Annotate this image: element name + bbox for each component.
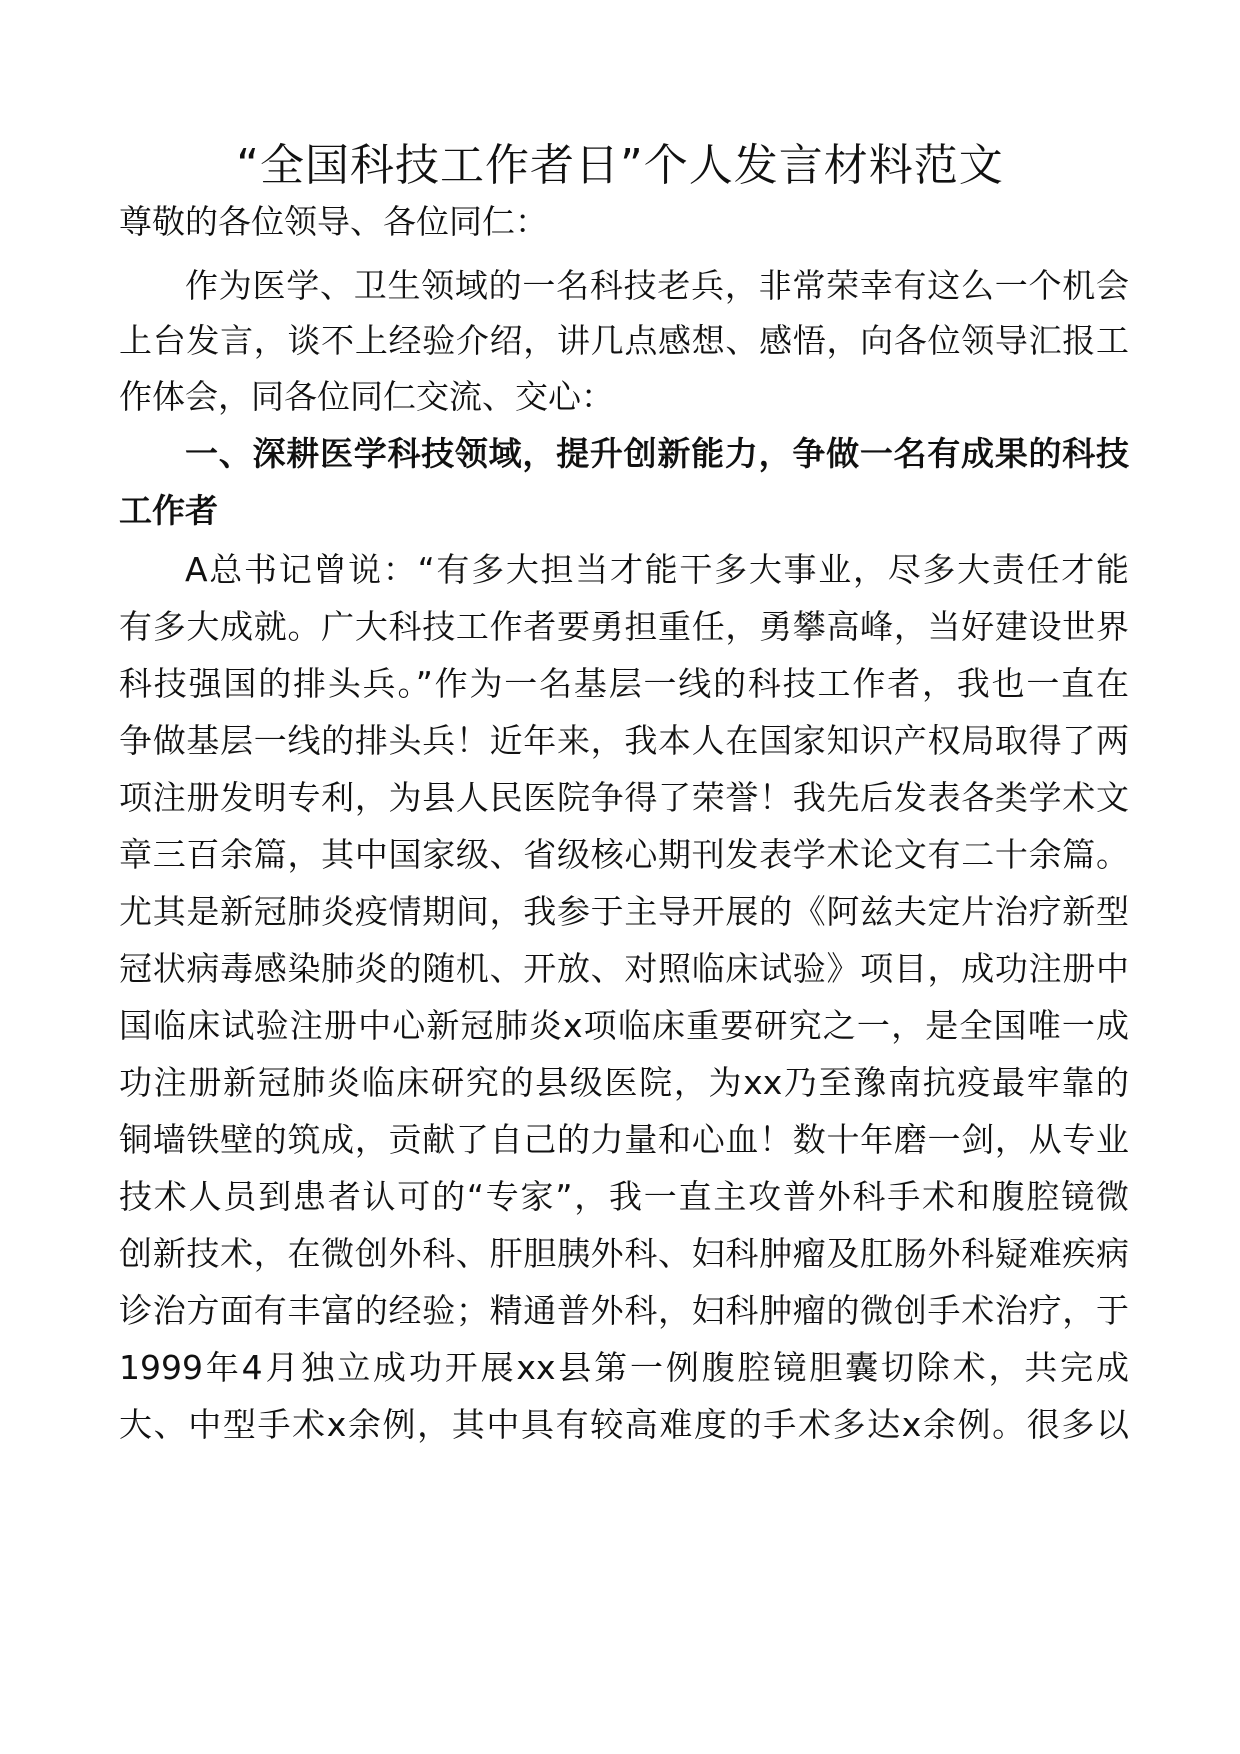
body-line: 国临床试验注册中心新冠肺炎x项临床重要研究之一，是全国唯一成 (119, 1006, 1129, 1045)
section-heading-line: 工作者 (119, 491, 218, 530)
body-line: 创新技术，在微创外科、肝胆胰外科、妇科肿瘤及肛肠外科疑难疾病 (119, 1234, 1129, 1273)
body-line: 冠状病毒感染肺炎的随机、开放、对照临床试验》项目，成功注册中 (119, 949, 1129, 988)
body-line: 科技强国的排头兵。”作为一名基层一线的科技工作者，我也一直在 (119, 664, 1129, 703)
body-line: 作体会，同各位同仁交流、交心： (119, 377, 614, 416)
body-line: 章三百余篇，其中国家级、省级核心期刊发表学术论文有二十余篇。 (119, 835, 1129, 874)
document-title: “全国科技工作者日”个人发言材料范文 (236, 140, 1004, 191)
body-line: 作为医学、卫生领域的一名科技老兵，非常荣幸有这么一个机会 (185, 266, 1129, 305)
body-line: 铜墙铁壁的筑成，贡献了自己的力量和心血！数十年磨一剑，从专业 (119, 1120, 1129, 1159)
body-line: 有多大成就。广大科技工作者要勇担重任，勇攀高峰，当好建设世界 (119, 607, 1129, 646)
body-line: 大、中型手术x余例，其中具有较高难度的手术多达x余例。很多以 (119, 1405, 1129, 1444)
body-line: 上台发言，谈不上经验介绍，讲几点感想、感悟，向各位领导汇报工 (119, 321, 1129, 360)
body-line: 功注册新冠肺炎临床研究的县级医院，为xx乃至豫南抗疫最牢靠的 (119, 1063, 1129, 1102)
body-line: 技术人员到患者认可的“专家”，我一直主攻普外科手术和腹腔镜微 (119, 1177, 1129, 1216)
body-line: 项注册发明专利，为县人民医院争得了荣誉！我先后发表各类学术文 (119, 778, 1129, 817)
salutation-line: 尊敬的各位领导、各位同仁： (119, 202, 548, 241)
body-line: 尤其是新冠肺炎疫情期间，我参于主导开展的《阿兹夫定片治疗新型 (119, 892, 1129, 931)
body-line: A总书记曾说：“有多大担当才能干多大事业，尽多大责任才能 (185, 550, 1129, 589)
body-line: 诊治方面有丰富的经验；精通普外科，妇科肿瘤的微创手术治疗，于 (119, 1291, 1129, 1330)
section-heading-line: 一、深耕医学科技领域，提升创新能力，争做一名有成果的科技 (185, 434, 1129, 473)
body-line: 1999年4月独立成功开展xx县第一例腹腔镜胆囊切除术，共完成 (119, 1348, 1129, 1387)
body-line: 争做基层一线的排头兵！近年来，我本人在国家知识产权局取得了两 (119, 721, 1129, 760)
